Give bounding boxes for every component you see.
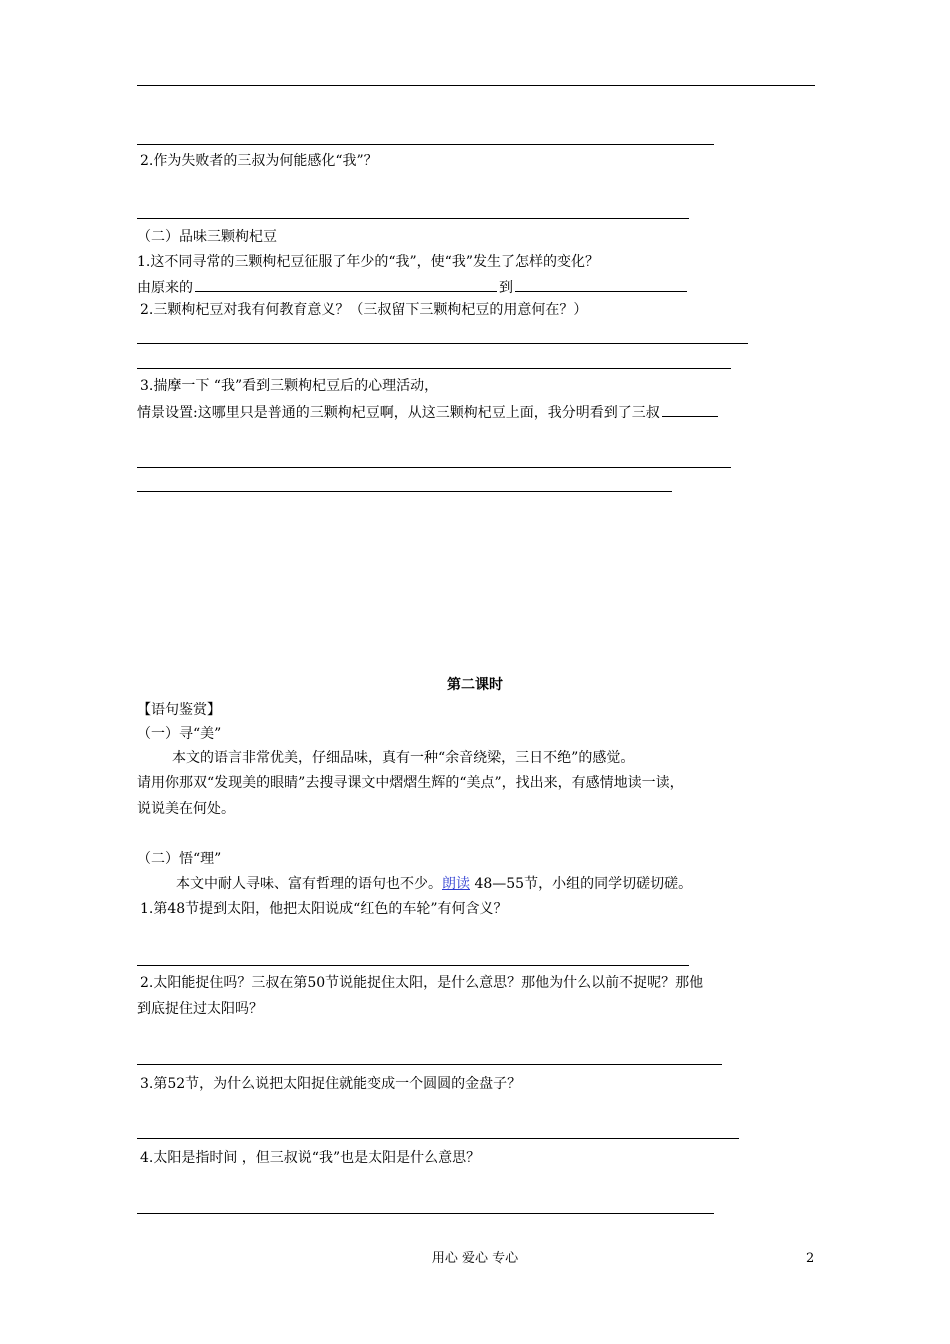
part1-task-line2: 说说美在何处。 [137,801,235,817]
answer-line [137,1213,714,1214]
part2-intro [176,875,692,893]
page-number: 2 [806,1251,815,1266]
part2-question-3: 3.第52节，为什么说把太阳捉住就能变成一个圆圆的金盘子？ [140,1076,522,1092]
answer-line [137,218,689,219]
section2-question-3-scene [137,402,720,422]
part2-question-1: 1.第48节提到太阳，他把太阳说成“红色的车轮”有何含义？ [140,901,508,917]
section-heading-gouqi: （二）品味三颗枸杞豆 [137,229,277,245]
part2-question-2-line1: 2.太阳能捉住吗？三叔在第50节说能捉住太阳，是什么意思？那他为什么以前不捉呢？那他 [140,975,704,991]
part2-question-2-line2: 到底捉住过太阳吗？ [137,1001,263,1017]
question-2-fail: 2.作为失败者的三叔为何能感化“我”？ [140,153,378,169]
part2-question-4: 4.太阳是指时间 ，但三叔说“我”也是太阳是什么意思？ [140,1150,481,1166]
part1-heading: （一）寻“美” [137,726,222,742]
read-aloud-link[interactable]: 朗读 [442,876,470,892]
section2-question-1-fill [137,277,689,297]
answer-line [137,491,672,492]
intro-text: 本文中耐人寻味、富有哲理的语句也不少。 [176,876,442,892]
scene-text: 情景设置:这哪里只是普通的三颗枸杞豆啊，从这三颗枸杞豆上面，我分明看到了三叔 [137,405,660,421]
answer-line [137,343,748,344]
section2-question-1: 1.这不同寻常的三颗枸杞豆征服了年少的“我”，使“我”发生了怎样的变化？ [137,254,599,270]
answer-line [137,368,731,369]
fill-blank-from[interactable] [195,277,497,292]
answer-line [137,144,714,145]
answer-line [137,467,731,468]
intro-text-after: 48—55节，小组的同学切磋切磋。 [470,876,693,892]
answer-line [137,1064,722,1065]
part2-heading: （二）悟“理” [137,851,222,867]
section2-question-2: 2.三颗枸杞豆对我有何教育意义？（三叔留下三颗枸杞豆的用意何在？） [140,302,588,318]
part1-intro: 本文的语言非常优美，仔细品味，真有一种“余音绕梁，三日不绝”的感觉。 [172,750,635,766]
lesson-title: 第二课时 [447,677,503,693]
section2-question-3: 3.揣摩一下 “我”看到三颗枸杞豆后的心理活动， [140,378,439,394]
from-label: 由原来的 [137,280,193,296]
part1-task-line1: 请用你那双“发现美的眼睛”去搜寻课文中熠熠生辉的“美点”，找出来，有感情地读一读， [137,775,684,791]
answer-line [137,1138,739,1139]
footer-text: 用心 爱心 专心 [431,1251,519,1266]
to-label: 到 [499,280,513,296]
header-rule [137,85,815,86]
fill-blank-scene[interactable] [662,402,718,417]
appreciation-heading: 【语句鉴赏】 [137,702,221,718]
answer-line [137,965,689,966]
fill-blank-to[interactable] [515,277,687,292]
